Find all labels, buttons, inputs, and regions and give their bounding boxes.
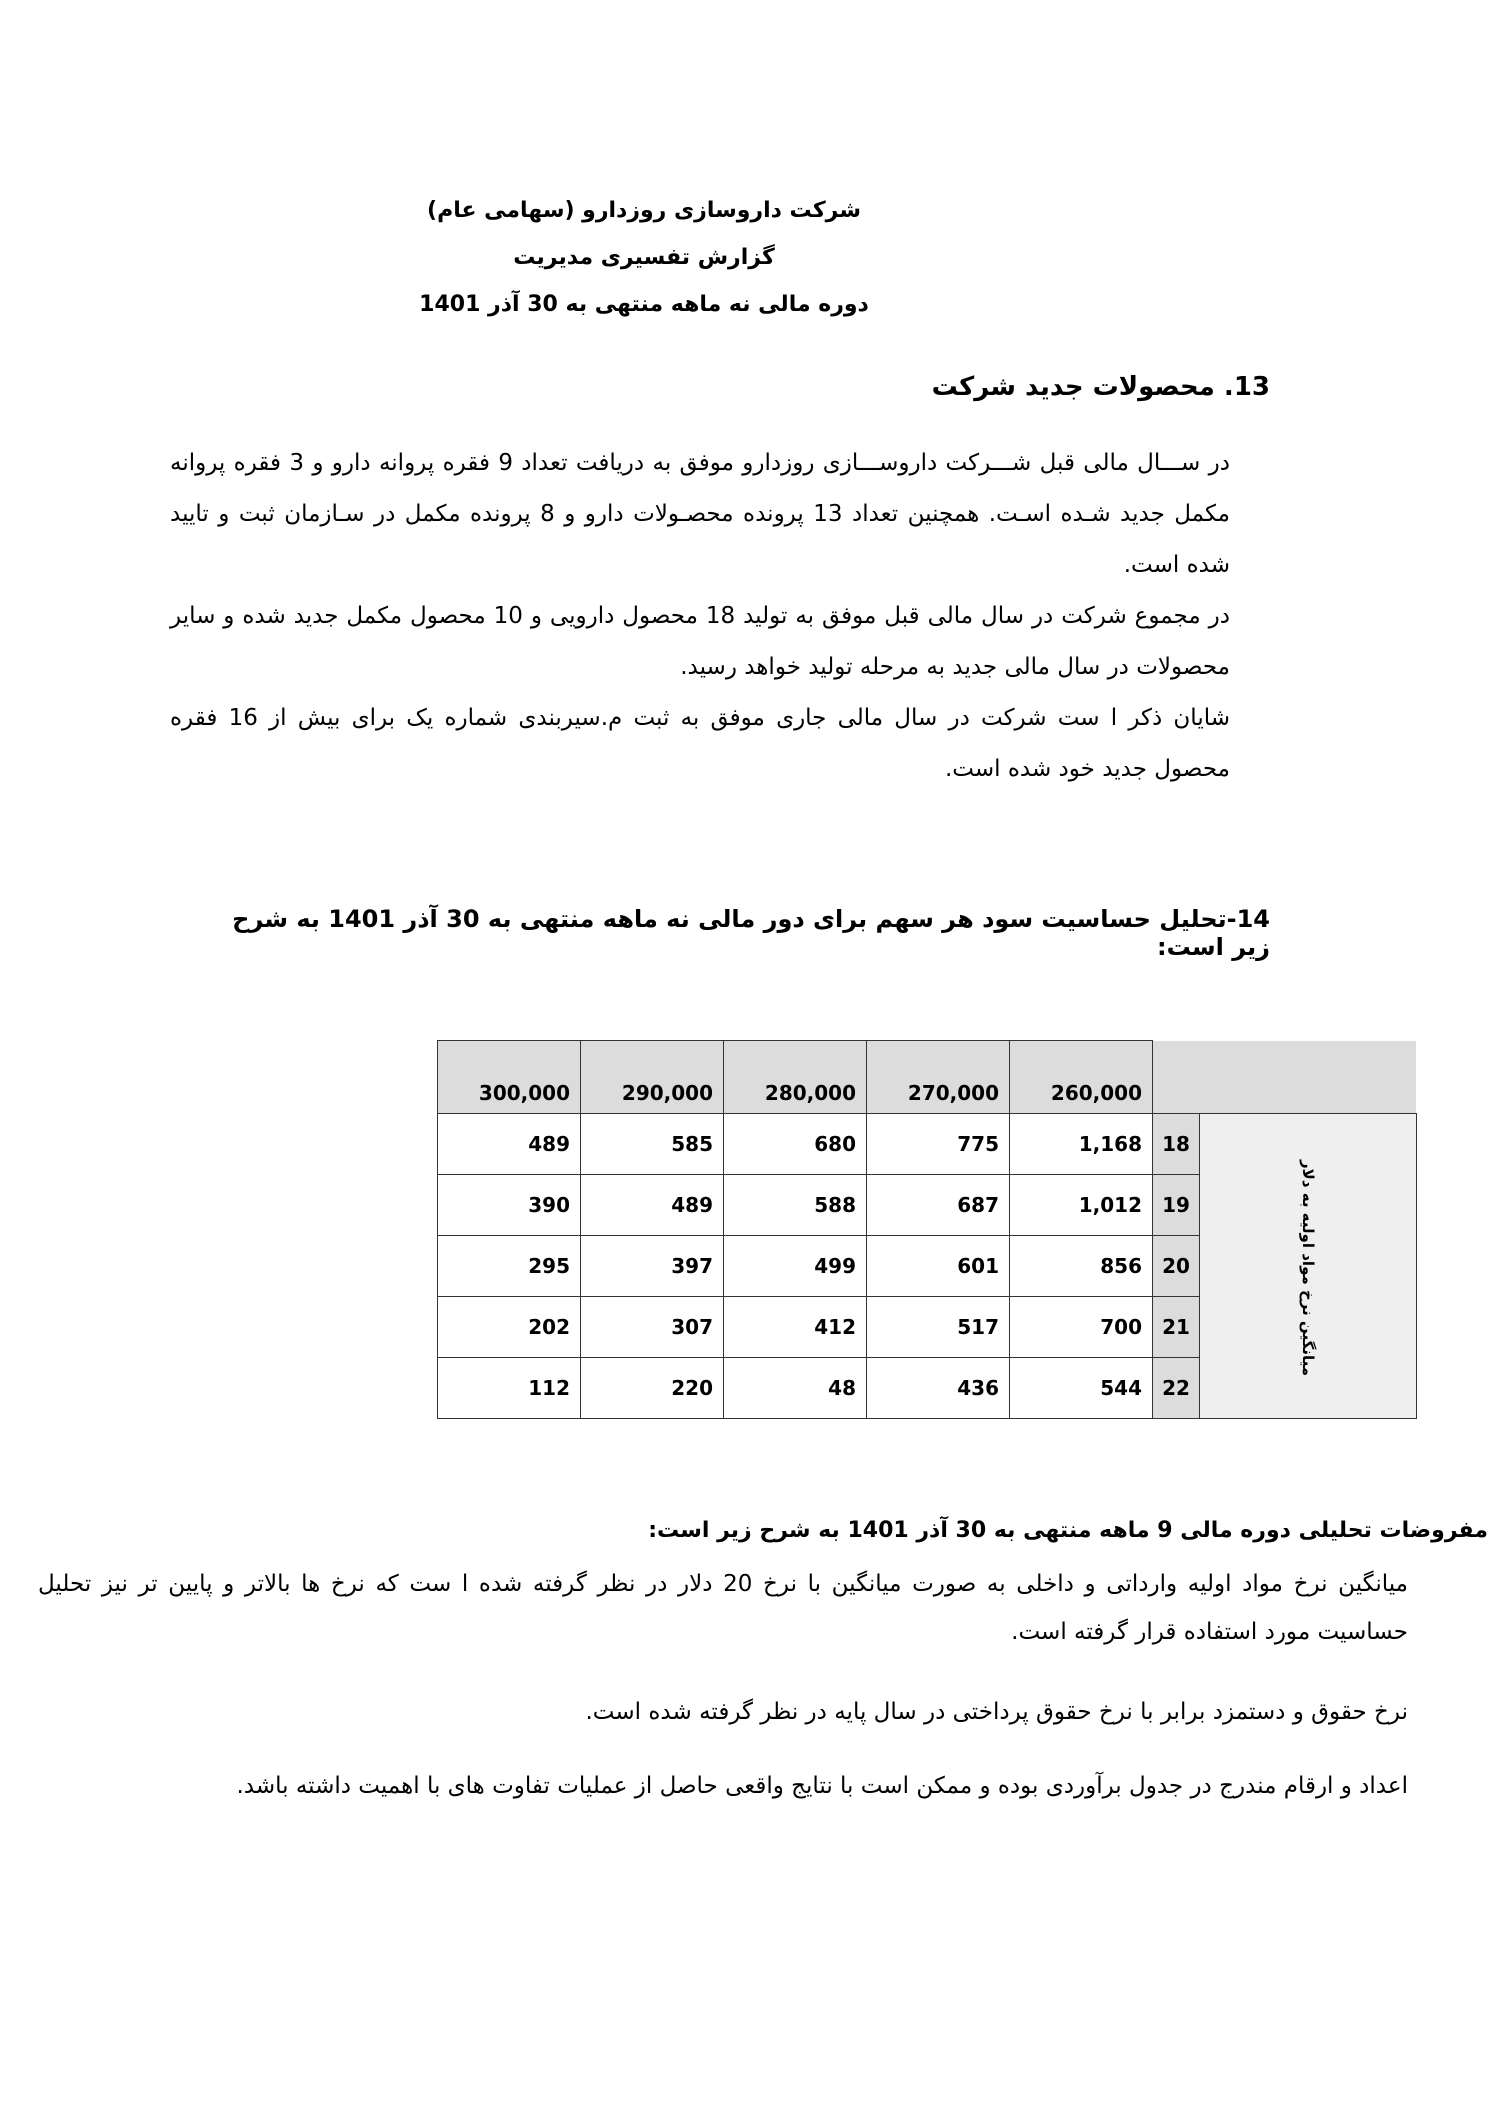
table-cell: 585 bbox=[581, 1114, 724, 1175]
section-13-body bbox=[170, 438, 1230, 795]
assumption-item: نرخ حقوق و دستمزد برابر با نرخ حقوق پرداختی در سال پایه در نظر گرفته شده است. bbox=[585, 1699, 1408, 1725]
table-cell: 687 bbox=[867, 1175, 1010, 1236]
table-cell: 680 bbox=[724, 1114, 867, 1175]
table-row bbox=[438, 1114, 1417, 1175]
table-cell: 220 bbox=[581, 1358, 724, 1419]
report-period: دوره مالی نه ماهه منتهی به 30 آذر 1401 bbox=[419, 292, 869, 317]
side-label-cell bbox=[1200, 1114, 1417, 1419]
table-cell: 1,168 bbox=[1010, 1114, 1153, 1175]
empty-corner bbox=[1153, 1041, 1200, 1114]
section-14-title: 14-تحلیل حساسیت سود هر سهم برای دور مالی نه ماهه منتهی به 30 آذر 1401 به شرح زیر است: bbox=[232, 905, 1270, 961]
assumption-item: اعداد و ارقام مندرج در جدول برآوردی بوده و ممکن است با نتایج واقعی حاصل از عملیات تفاوت های با اهمیت داشته باشد. bbox=[236, 1773, 1408, 1799]
table-cell: 700 bbox=[1010, 1297, 1153, 1358]
row-header: 19 bbox=[1153, 1175, 1200, 1236]
assumptions-title: مفروضات تحلیلی دوره مالی 9 ماهه منتهی به 30 آذر 1401 به شرح زیر است: bbox=[648, 1518, 1488, 1543]
section-13-paragraph: در مجموع شرکت در سال مالی قبل موفق به تولید 18 محصول دارویی و 10 محصول مکمل جدید شده و سایر محصولات در سال مالی جدید به مرحله تولید خواهد رسید. bbox=[170, 603, 1230, 680]
row-header: 18 bbox=[1153, 1114, 1200, 1175]
table-cell: 856 bbox=[1010, 1236, 1153, 1297]
table-cell: 390 bbox=[438, 1175, 581, 1236]
table-cell: 202 bbox=[438, 1297, 581, 1358]
table-cell: 1,012 bbox=[1010, 1175, 1153, 1236]
section-13-paragraph: شایان ذکر ا ست شرکت در سال مالی جاری موفق به ثبت م.سیربندی شماره یک برای بیش از 16 فقره محصول جدید خود شده است. bbox=[170, 705, 1230, 782]
column-header: 290,000 bbox=[581, 1041, 724, 1114]
table-cell: 436 bbox=[867, 1358, 1010, 1419]
table-cell: 601 bbox=[867, 1236, 1010, 1297]
table-cell: 499 bbox=[724, 1236, 867, 1297]
row-header: 22 bbox=[1153, 1358, 1200, 1419]
side-label: میانگین نرخ مواد اولیه به دلار bbox=[1298, 1160, 1317, 1376]
column-header: 300,000 bbox=[438, 1041, 581, 1114]
assumptions-body bbox=[38, 1688, 1408, 1736]
column-header: 270,000 bbox=[867, 1041, 1010, 1114]
sensitivity-table bbox=[437, 1040, 1417, 1419]
table-cell: 295 bbox=[438, 1236, 581, 1297]
empty-corner bbox=[1200, 1041, 1417, 1114]
company-name: شرکت داروسازی روزدارو (سهامی عام) bbox=[427, 198, 861, 223]
table-header-row bbox=[438, 1041, 1417, 1114]
row-header: 21 bbox=[1153, 1297, 1200, 1358]
table-cell: 544 bbox=[1010, 1358, 1153, 1419]
table-cell: 489 bbox=[438, 1114, 581, 1175]
section-13-paragraph: در ســـال مالی قبل شـــرکت داروســـازی روزدارو موفق به دریافت تعداد 9 فقره پروانه دارو و 3 فقره پروانه مکمل جدید شـده اسـت. همچنین تعداد 13 پرونده محصـولات دارو و 8 پرونده مکمل در سـازمان ثبت و تایید شده است. bbox=[170, 450, 1231, 578]
assumption-item: میانگین نرخ مواد اولیه وارداتی و داخلی به صورت میانگین با نرخ 20 دلار در نظر گرفته شده ا ست که نرخ ها بالاتر و پایین تر نیز تحلیل حساسیت مورد استفاده قرار گرفته است. bbox=[38, 1571, 1409, 1645]
column-header: 260,000 bbox=[1010, 1041, 1153, 1114]
table-cell: 489 bbox=[581, 1175, 724, 1236]
assumptions-body bbox=[38, 1762, 1408, 1810]
table-cell: 48 bbox=[724, 1358, 867, 1419]
table-cell: 775 bbox=[867, 1114, 1010, 1175]
table-cell: 517 bbox=[867, 1297, 1010, 1358]
row-header: 20 bbox=[1153, 1236, 1200, 1297]
report-title: گزارش تفسیری مدیریت bbox=[513, 245, 775, 270]
column-header: 280,000 bbox=[724, 1041, 867, 1114]
table-cell: 397 bbox=[581, 1236, 724, 1297]
assumptions-body bbox=[38, 1560, 1408, 1656]
section-13-title: 13. محصولات جدید شرکت bbox=[931, 372, 1270, 402]
table-cell: 307 bbox=[581, 1297, 724, 1358]
table-cell: 112 bbox=[438, 1358, 581, 1419]
table-cell: 412 bbox=[724, 1297, 867, 1358]
table-cell: 588 bbox=[724, 1175, 867, 1236]
